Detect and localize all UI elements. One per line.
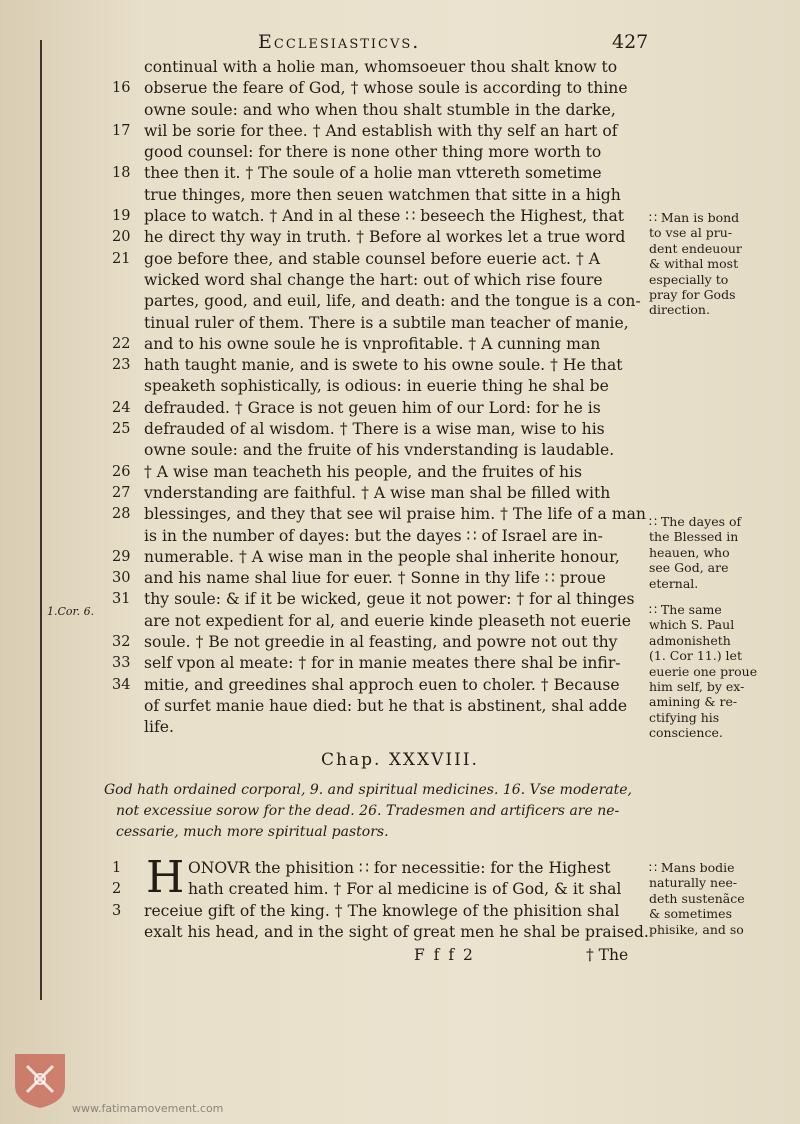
line-text: life. [144,718,174,737]
line-text: ONOVR the phisition ∷ for necessitie: for the Highest [188,859,611,877]
text-line [112,547,642,568]
margin-note-line: euerie one proue [649,663,758,679]
margin-note-line: the Blessed in [649,529,739,545]
page-header [0,31,800,55]
text-line [112,483,642,504]
text-line [112,653,642,674]
margin-note [649,210,799,318]
line-text: owne soule: and who when thou shalt stumble in the darke, [144,100,616,119]
verse-number: 19 [112,208,131,225]
margin-note-line: deth sustenãce [649,890,745,906]
line-text: speaketh sophistically, is odious: in euerie thing he shal be [144,377,609,396]
text-line [112,568,642,589]
text-line [112,504,646,525]
line-text: tinual ruler of them. There is a subtile man teacher of manie, [144,313,629,332]
verse-number: 20 [112,229,131,246]
verse-number: 30 [112,570,131,587]
line-text: partes, good, and euil, life, and death: and the tongue is a con- [144,292,641,311]
text-line [112,185,642,206]
text-line [112,922,649,943]
line-text: exalt his head, and in the sight of great men he shal be praised. [144,922,649,941]
line-text: blessinges, and they that see wil praise him. † The life of a man [144,505,646,524]
margin-note-line: & withal most [649,256,739,272]
verse-number: 23 [112,357,131,374]
text-line [112,901,642,922]
margin-note-line: heauen, who [649,544,730,560]
text-line [112,355,642,376]
line-text: thy soule: & if it be wicked, geue it not power: † for al thinges [144,590,635,609]
line-text: true thinges, more then seuen watchmen that sitte in a high [144,185,621,204]
line-text: soule. † Be not greedie in al feasting, and powre not out thy [144,633,618,652]
line-text: defrauded. † Grace is not geuen him of our Lord: for he is [144,398,601,417]
website-url[interactable]: www.fatimamovement.com [72,1102,224,1115]
line-text: wil be sorie for thee. † And establish with thy self an hart of [144,121,618,140]
line-text: self vpon al meate: † for in manie meates there shal be infir- [144,654,621,673]
text-line [112,270,642,291]
margin-note [649,602,799,741]
text-line [112,462,642,483]
margin-note-line: admonisheth [649,632,731,648]
body-text [112,57,646,739]
margin-note-line: conscience. [649,725,723,741]
margin-note-line: him self, by ex- [649,679,745,695]
verse-number: 31 [112,591,131,608]
page-number: 427 [612,31,649,53]
verse-number: 18 [112,165,131,182]
margin-note-line: ctifying his [649,709,720,725]
text-line [112,376,642,397]
text-line [112,879,642,900]
text-line [112,526,642,547]
line-text: thee then it. † The soule of a holie man vttereth sometime [144,164,602,183]
line-text: place to watch. † And in al these ∷ beseech the Highest, that [144,207,625,226]
text-line [112,589,642,610]
line-text: obserue the feare of God, † whose soule is according to thine [144,79,628,98]
text-line [112,227,642,248]
margin-note-line: ∷ The same [649,602,722,617]
argument-line: God hath ordained corporal, 9. and spiritual medicines. 16. Vse moderate, [104,782,632,798]
watermark-logo-icon [13,1052,67,1110]
verse-number: 28 [112,506,131,523]
text-line [112,249,642,270]
text-line [112,163,642,184]
line-text: good counsel: for there is none other thing more worth to [144,143,602,162]
line-text: continual with a holie man, whomsoeuer thou shalt know to [144,58,618,76]
verse-number: 27 [112,484,131,501]
line-text: is in the number of dayes: but the dayes ∷ of Israel are in- [144,526,603,545]
line-text: † A wise man teacheth his people, and the fruites of his [144,462,582,481]
line-text: and his name shal liue for euer. † Sonne in thy life ∷ proue [144,569,606,588]
line-text: owne soule: and the fruite of his vnderstanding is laudable. [144,441,615,460]
verse-number: 29 [112,548,131,565]
line-text: of surfet manie haue died: but he that is abstinent, shal adde [144,696,628,715]
text-line [112,100,642,121]
text-line [112,675,642,696]
text-line [112,611,642,632]
margin-note-line: eternal. [649,575,699,591]
chapter-label: Chap. [321,750,382,770]
margin-note-line: naturally nee- [649,875,738,891]
verse-number: 17 [112,122,131,139]
margin-note-line: direction. [649,302,710,318]
line-text: numerable. † A wise man in the people shal inherite honour, [144,547,620,566]
text-line [112,632,642,653]
verse-number: 16 [112,80,131,97]
verse-number: 3 [112,902,122,919]
line-text: goe before thee, and stable counsel before euerie act. † A [144,249,600,268]
margin-note-line: (1. Cor 11.) let [649,648,742,664]
margin-note-line: pray for Gods [649,287,736,303]
drop-capital: H [146,852,185,903]
line-text: he direct thy way in truth. † Before al workes let a true word [144,228,626,247]
margin-note [649,514,799,591]
verse-number: 33 [112,655,131,672]
text-line [112,334,642,355]
chapter-number: XXXVIII. [388,750,479,770]
chapter-heading [0,750,800,770]
verse-number: 32 [112,634,131,651]
gutter-rule [40,40,42,1000]
margin-note-line: to vse al pru- [649,225,733,241]
text-line [112,142,642,163]
verse-number: 21 [112,250,131,267]
margin-note-line: especially to [649,271,729,287]
text-line [112,57,642,78]
verse-number: 34 [112,676,131,693]
text-line [112,78,642,99]
margin-note-line: see God, are [649,560,729,576]
side-reference: 1.Cor. 6. [47,605,95,618]
text-line [112,121,642,142]
margin-note-line: phisike, and so [649,921,744,937]
verse-number: 24 [112,399,131,416]
margin-note-line: ∷ Man is bond [649,210,740,225]
argument-line: cessarie, much more spiritual pastors. [116,824,389,840]
line-text: vnderstanding are faithful. † A wise man shal be filled with [144,483,611,502]
text-line [112,440,642,461]
text-line [112,313,642,334]
line-text: mitie, and greedines shal approch euen to choler. † Because [144,675,620,694]
line-text: hath taught manie, and is swete to his owne soule. † He that [144,356,623,375]
signature-mark: F f f 2 [414,946,475,964]
margin-note-line: which S. Paul [649,617,735,633]
margin-note-line: ∷ Mans bodie [649,860,735,875]
text-line [112,291,642,312]
margin-note-line: & sometimes [649,906,732,922]
text-line [112,717,642,738]
running-title: Ecclesiasticvs. [258,31,421,53]
margin-note-line: dent endeuour [649,240,742,256]
chapter-38-text [112,852,649,943]
line-text: defrauded of al wisdom. † There is a wise man, wise to his [144,420,605,439]
line-text: receiue gift of the king. † The knowlege of the phisition shal [144,901,620,920]
line-text: hath created him. † For al medicine is of God, & it shal [188,880,622,899]
catchword: † The [586,946,629,964]
margin-note-line: amining & re- [649,694,738,710]
text-line [112,398,642,419]
verse-number: 25 [112,421,131,438]
text-line [112,206,642,227]
text-line [112,696,642,717]
verse-number: 26 [112,463,131,480]
verse-number: 2 [112,881,122,898]
text-line [112,419,642,440]
margin-note-line: ∷ The dayes of [649,514,742,529]
line-text: are not expedient for al, and euerie kinde pleaseth not euerie [144,611,631,630]
line-text: wicked word shal change the hart: out of which rise foure [144,270,603,289]
text-line [112,858,642,879]
argument-line: not excessiue sorow for the dead. 26. Tradesmen and artificers are ne- [116,803,620,819]
verse-number: 1 [112,860,122,876]
line-text: and to his owne soule he is vnprofitable. † A cunning man [144,334,601,353]
margin-note [649,860,799,937]
verse-number: 22 [112,335,131,352]
chapter-argument [104,780,664,843]
